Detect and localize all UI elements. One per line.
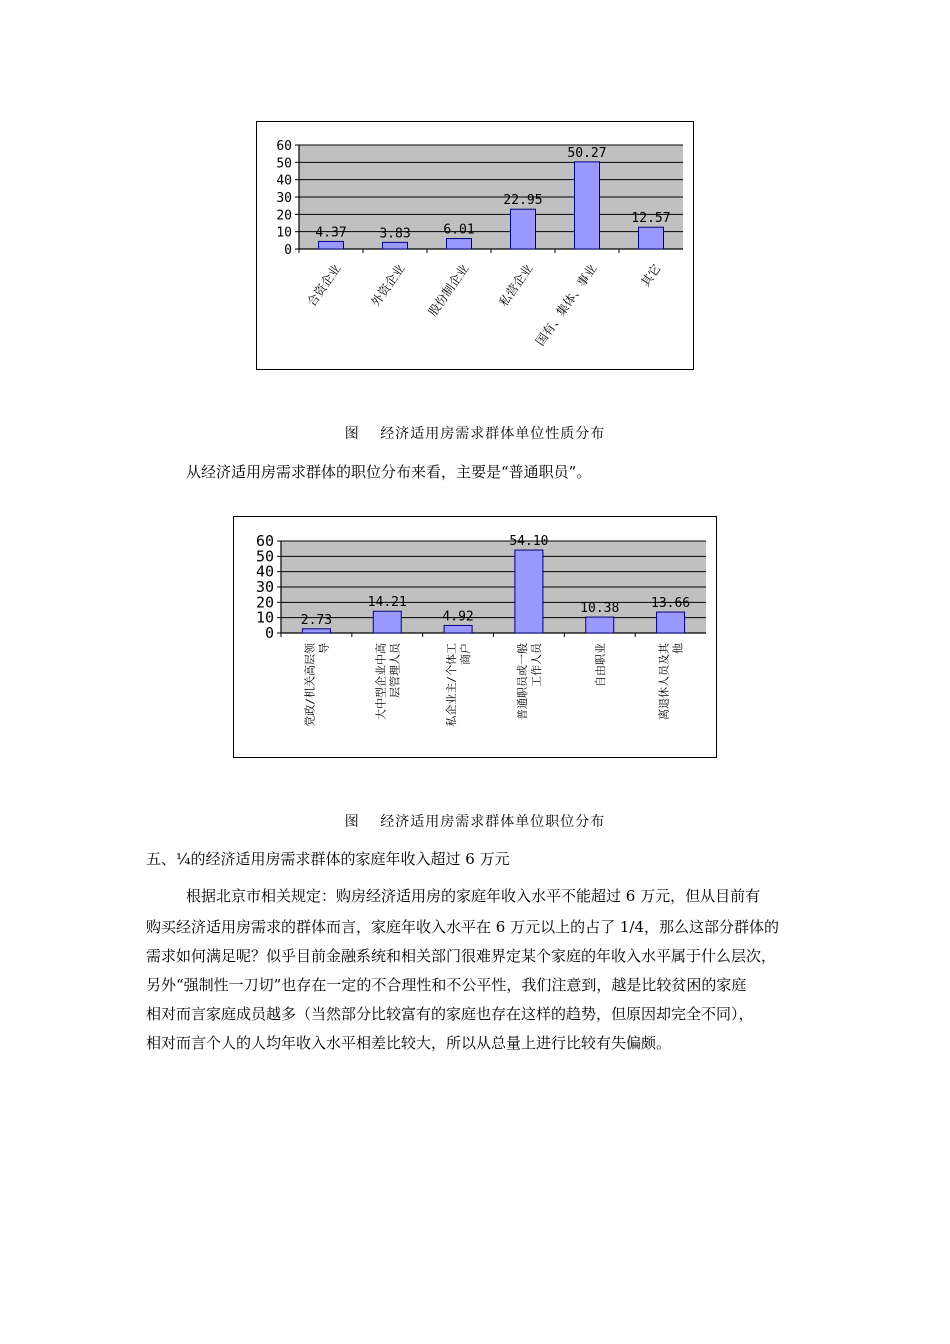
section-heading-5: 五、¼的经济适用房需求群体的家庭年收入超过 6 万元 — [146, 850, 510, 868]
y-tick-label: 50 — [255, 547, 274, 566]
x-category-label-line: 离退休人员及其 — [657, 643, 671, 720]
bar — [515, 550, 543, 633]
y-tick-label: 20 — [255, 593, 274, 612]
bar — [586, 617, 614, 633]
y-tick-label: 10 — [276, 225, 292, 241]
chart-2-position — [234, 517, 716, 757]
chart-frame-2 — [233, 516, 717, 758]
bar — [302, 629, 330, 633]
x-category-label: 合资企业 — [304, 261, 344, 310]
bar — [657, 612, 685, 633]
x-category-label — [657, 642, 685, 720]
y-tick-label: 60 — [276, 139, 292, 154]
y-tick-label: 30 — [255, 578, 274, 596]
x-category-label-line: 私企业主/个体工 — [445, 643, 459, 727]
bar-value-label: 13.66 — [651, 596, 691, 612]
x-category-label-line: 大中型企业中高 — [374, 643, 388, 720]
x-category-label-line: 导 — [317, 643, 331, 654]
bar — [383, 242, 408, 249]
body-line: 根据北京市相关规定：购房经济适用房的家庭年收入水平不能超过 6 万元，但从目前有 — [186, 887, 761, 905]
bar-value-label: 4.37 — [315, 225, 347, 241]
x-category-label: 私营企业 — [496, 261, 536, 310]
x-category-label-line: 层管理人员 — [388, 643, 402, 698]
bar-value-label: 4.92 — [442, 609, 474, 625]
x-category-label: 其它 — [638, 261, 664, 290]
bar-value-label: 54.10 — [509, 534, 549, 550]
y-tick-label: 0 — [264, 624, 274, 642]
y-tick-label: 20 — [276, 208, 292, 224]
bar — [444, 625, 472, 633]
bar-value-label: 3.83 — [379, 226, 411, 242]
y-tick-label: 50 — [276, 156, 292, 172]
bar-value-label: 12.57 — [631, 211, 671, 227]
y-tick-label: 40 — [255, 562, 274, 581]
bar-value-label: 50.27 — [567, 145, 607, 161]
y-tick-label: 30 — [276, 191, 292, 206]
x-category-label — [373, 642, 401, 720]
x-category-label: 国有、集体、事业 — [532, 261, 600, 349]
x-category-label — [302, 642, 330, 727]
y-tick-label: 60 — [255, 532, 274, 550]
x-category-label-line: 工作人员 — [529, 643, 543, 687]
x-category-label-line: 商户 — [459, 643, 473, 665]
y-tick-label: 40 — [276, 173, 292, 189]
bar — [575, 162, 600, 249]
bar-value-label: 14.21 — [367, 595, 407, 611]
body-line: 相对而言家庭成员越多（当然部分比较富有的家庭也存在这样的趋势，但原因却完全不同）， — [146, 1005, 754, 1023]
body-line: 相对而言个人的人均年收入水平相差比较大，所以从总量上进行比较有失偏颇。 — [146, 1034, 672, 1052]
x-category-label-line: 普通职员或一般 — [515, 643, 529, 720]
x-category-label: 股份制企业 — [425, 261, 472, 319]
x-category-label-line: 他 — [671, 643, 685, 654]
paragraph-position-intro: 从经济适用房需求群体的职位分布来看，主要是“普通职员”。 — [186, 463, 592, 481]
x-category-label-line: 党政/机关高层领 — [303, 643, 317, 727]
y-tick-label: 0 — [284, 243, 292, 258]
bar-value-label: 10.38 — [580, 601, 620, 617]
bar — [319, 241, 344, 249]
bar — [639, 227, 664, 249]
bar-value-label: 22.95 — [503, 193, 543, 209]
body-line: 另外“强制性一刀切”也存在一定的不合理性和不公平性，我们注意到，越是比较贫困的家庭 — [146, 976, 747, 994]
caption-chart-2: 图 经济适用房需求群体单位职位分布 — [344, 814, 606, 830]
bar — [447, 239, 472, 249]
y-tick-label: 10 — [255, 608, 274, 627]
chart-1-unit-nature — [257, 122, 693, 369]
x-category-label — [593, 643, 607, 687]
x-category-label — [444, 643, 472, 727]
x-category-label: 外资企业 — [368, 261, 408, 310]
x-category-label-line: 自由职业 — [593, 643, 607, 687]
chart-frame-1 — [256, 121, 694, 370]
caption-chart-1: 图 经济适用房需求群体单位性质分布 — [344, 426, 606, 442]
body-line: 需求如何满足呢？似乎目前金融系统和相关部门很难界定某个家庭的年收入水平属于什么层次， — [146, 947, 777, 965]
body-line: 购买经济适用房需求的群体而言，家庭年收入水平在 6 万元以上的占了 1/4，那么这部分群体的 — [146, 918, 779, 936]
x-category-label — [515, 642, 543, 720]
bar-value-label: 6.01 — [443, 222, 475, 238]
bar — [511, 209, 536, 249]
bar-value-label: 2.73 — [300, 612, 333, 628]
bar — [373, 611, 401, 633]
